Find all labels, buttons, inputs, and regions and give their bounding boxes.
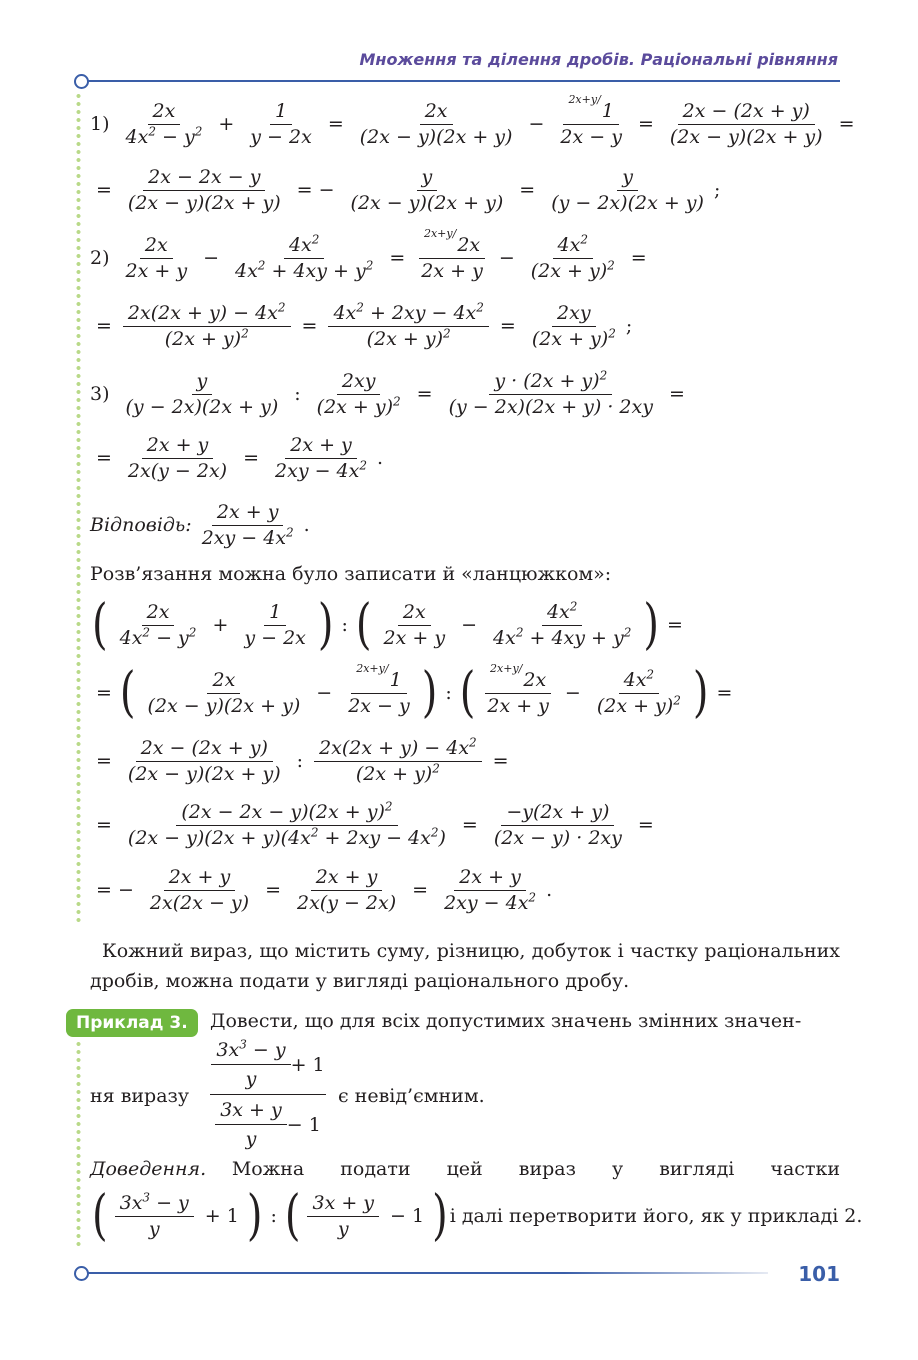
chain-line-4: = $\frac{(2x - 2x - y)(2x + y)^2}{(2x - y)(2x + y)(4x^2 + 2xy - 4x^2)}$ = $\frac{-y(2x + y)}{(2x - y) \cdot 2xy}$ = [96,799,654,849]
item-label-2: 2) [90,246,110,269]
proof-text: Можна подати цей вираз у вигляді частки [231,1158,840,1180]
margin-dots-top [76,92,81,922]
example-badge: Приклад 3. [66,1009,198,1037]
answer-line: Відповідь: $\frac{2x + y}{2xy - 4x^2}$ . [90,500,310,549]
chain-intro: Розв’язання можна було записати й «ланцюжком»: [90,563,612,585]
math-line-6: = $\frac{2x + y}{2x(y - 2x)}$ = $\frac{2x + y}{2xy - 4x^2}$ . [96,433,384,482]
example-statement-cont: ня виразу [90,1085,190,1107]
math-line-1: 1) $\frac{2x}{4x^2 - y^2}$ + $\frac{1}{y - 2x}$ = $\frac{2x}{(2x - y)(2x + y)}$ − $\frac{^{2x+y/}1}{2x - y}$ = $\frac{2x - (2x + y)}{(2x - y)(2x + y)}$ = [90,92,855,148]
chain-line-2: = ( $\frac{2x}{(2x - y)(2x + y)}$ − $\frac{^{2x+y/}1}{2x - y}$ ) : ( $\frac{^{2x+y/}2x}{2x + y}$ − $\frac{4x^2}{(2x + y)^2}$ ) = [96,661,733,725]
math-line-3: 2) $\frac{2x}{2x + y}$ − $\frac{4x^2}{4x^2 + 4xy + y^2}$ = $\frac{^{2x+y/}2x}{2x + y}$ − $\frac{4x^2}{(2x + y)^2}$ = [90,226,647,282]
margin-dots-bottom [76,1040,81,1250]
chain-line-3: = $\frac{2x - (2x + y)}{(2x - y)(2x + y)}$ : $\frac{2x(2x + y) - 4x^2}{(2x + y)^2}$ = [96,735,509,785]
item-label-1: 1) [90,112,110,135]
math-line-2: = $\frac{2x - 2x - y}{(2x - y)(2x + y)}$ = − $\frac{y}{(2x - y)(2x + y)}$ = $\frac{y}{(y - 2x)(2x + y)}$ ; [96,165,721,214]
bottom-rule-ring [74,1266,89,1281]
chain-line-5: = − $\frac{2x + y}{2x(2x - y)}$ = $\frac{2x + y}{2x(y - 2x)}$ = $\frac{2x + y}{2xy - 4x^2}$ . [96,865,553,914]
chain-line-1: ( $\frac{2x}{4x^2 - y^2}$ + $\frac{1}{y - 2x}$ ) : ( $\frac{2x}{2x + y}$ − $\frac{4x^2}{4x^2 + 4xy + y^2}$ ) = [92,593,683,657]
proof-line [90,1158,840,1180]
rule-paragraph: Кожний вираз, що містить суму, різницю, добуток і частку раціональних дробів, можна подати у вигляді раціонального дробу. [90,940,840,992]
math-line-4: = $\frac{2x(2x + y) - 4x^2}{(2x + y)^2}$ = $\frac{4x^2 + 2xy - 4x^2}{(2x + y)^2}$ = $\frac{2xy}{(2x + y)^2}$ ; [96,300,633,350]
top-rule [88,80,840,82]
math-line-5: 3) $\frac{y}{(y - 2x)(2x + y)}$ : $\frac{2xy}{(2x + y)^2}$ = $\frac{y \cdot (2x + y)^2}{(y - 2x)(2x + y) \cdot 2xy}$ = [90,368,685,418]
example-statement: Довести, що для всіх допустимих значень змінних значен- [210,1010,802,1032]
bottom-rule [88,1272,768,1274]
proof-tail: і далі перетворити його, як у прикладі 2. [449,1204,863,1227]
proof-expression: ( $\frac{3x^3 - y}{y}$ + 1 ) : ( $\frac{3x + y}{y}$ − 1 ) і далі перетворити його, як у прикладі 2. [92,1184,863,1248]
nested-expression: $\frac{3x^3 - y}{y}$ + 1 $\frac{3x + y}{y}$ − 1 [210,1038,326,1151]
example-statement-end: є невід’ємним. [338,1085,485,1107]
proof-label: Доведення. [90,1158,207,1180]
running-header: Множення та ділення дробів. Раціональні рівняння [359,50,838,69]
top-rule-ring [74,74,89,89]
item-label-3: 3) [90,382,110,405]
answer-label: Відповідь: [90,513,192,536]
page-number: 101 [798,1262,840,1286]
